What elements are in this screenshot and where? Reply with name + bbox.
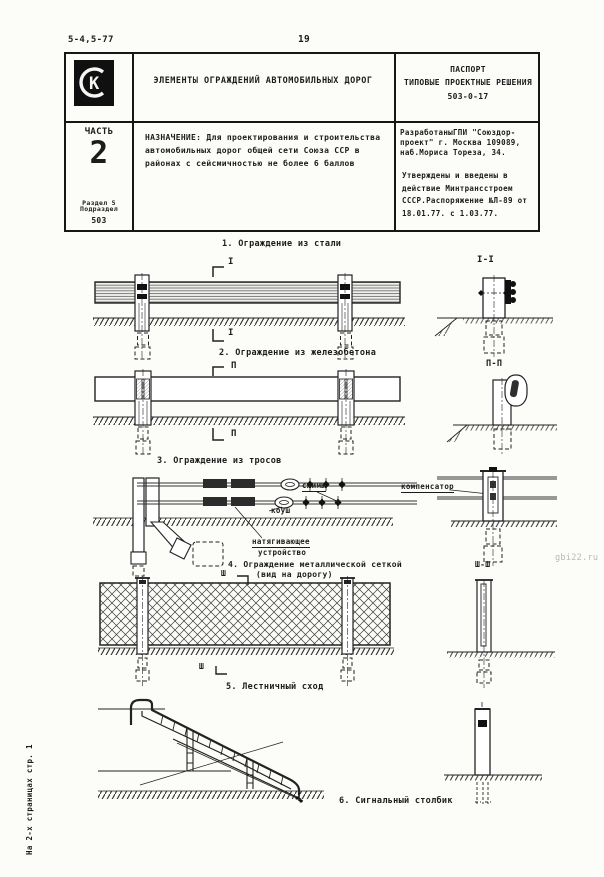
section-view-Sh-Sh [447, 580, 555, 688]
figure-1-cut-letter-bottom: I [228, 328, 234, 338]
margin-note: На 2-х страницах стр. 1 [25, 744, 34, 855]
sk-logo-icon [74, 60, 114, 106]
header-table [64, 52, 540, 232]
page-number: 19 [298, 34, 311, 45]
figure-1-cut-letter-top: I [228, 257, 234, 267]
label-cable-clamps: сжимы [302, 482, 326, 492]
series-number: 503-0-17 [447, 92, 489, 101]
figure-2-concrete-guardrail-drawing [85, 360, 560, 463]
razdel-label: Раздел 5 [82, 199, 116, 207]
figure-4-title: 4. Ограждение металлической сеткой [228, 560, 402, 569]
section-view-I-I [435, 275, 553, 357]
figure-2-cut-letter-top: П [231, 361, 237, 371]
part-number: 2 [89, 135, 109, 171]
ground-line [444, 775, 542, 781]
figure-1-section-label: I-I [477, 255, 495, 265]
figure-4-section-label: Ш-Ш [475, 560, 491, 569]
section-cut-marks [213, 267, 224, 341]
figure-4-cut-letter-top: Ш [221, 569, 227, 578]
anchor-post [131, 478, 223, 576]
signal-post [475, 702, 490, 775]
label-tensioner-line2: устройство [258, 548, 307, 557]
stair-railing [131, 700, 299, 795]
document-title: ЭЛЕМЕНТЫ ОГРАЖДЕНИЙ АВТОМОБИЛЬНЫХ ДОРОГ [153, 76, 373, 86]
label-tensioner-line1: натягивающее [252, 538, 310, 548]
figure-3-title: 3. Ограждение из тросов [157, 456, 282, 466]
approved-text: Утверждены и введены в действие Минтрансстроем СССР.Распоряжение №Л-89 от 18.01.77. с 1.03.77. [402, 171, 528, 218]
label-compensator: компенсатор [401, 483, 454, 493]
subsection-code: 503 [91, 216, 107, 225]
purpose-text: НАЗНАЧЕНИЕ: Для проектирования и строительства автомобильных дорог общей сети Союза ССР в районах с сейсмичностью не более 6 баллов [145, 133, 381, 168]
part-label: ЧАСТЬ [84, 127, 114, 137]
compensator-post-section [437, 467, 557, 566]
figure-4-subtitle: (вид на дорогу) [256, 570, 333, 579]
figure-4-mesh-fence-drawing [85, 576, 560, 694]
podrazdel-label: Подраздел [80, 205, 118, 213]
figure-2-section-label: П-П [486, 359, 503, 369]
section-cut-mark [216, 666, 227, 674]
figure-5-title: 5. Лестничный сход [226, 682, 324, 692]
doc-type-line1: ПАСПОРТ [450, 65, 486, 74]
doc-series-code: 5-4,5-77 [68, 35, 114, 45]
section-view-P-P [447, 375, 557, 455]
figure-6-title: 6. Сигнальный столбик [339, 796, 453, 806]
buried-part [475, 782, 491, 804]
figure-2-cut-letter-bottom: П [231, 429, 237, 439]
label-thimble: коуш [271, 506, 291, 515]
figure-4-cut-letter-bottom: Ш [199, 662, 205, 671]
logo-letter: К [89, 74, 100, 94]
figure-1-title: 1. Ограждение из стали [222, 239, 342, 249]
watermark: gbi22.ru [555, 553, 599, 563]
developed-by-text: РазработаныГПИ "Союздор-проект" г. Москва 109089, наб.Мориса Тореза, 34. [400, 128, 521, 157]
doc-type-line2: ТИПОВЫЕ ПРОЕКТНЫЕ РЕШЕНИЯ [404, 78, 532, 87]
table-divider-horizontal [66, 121, 538, 123]
figure-2-title: 2. Ограждение из железобетона [219, 348, 377, 358]
